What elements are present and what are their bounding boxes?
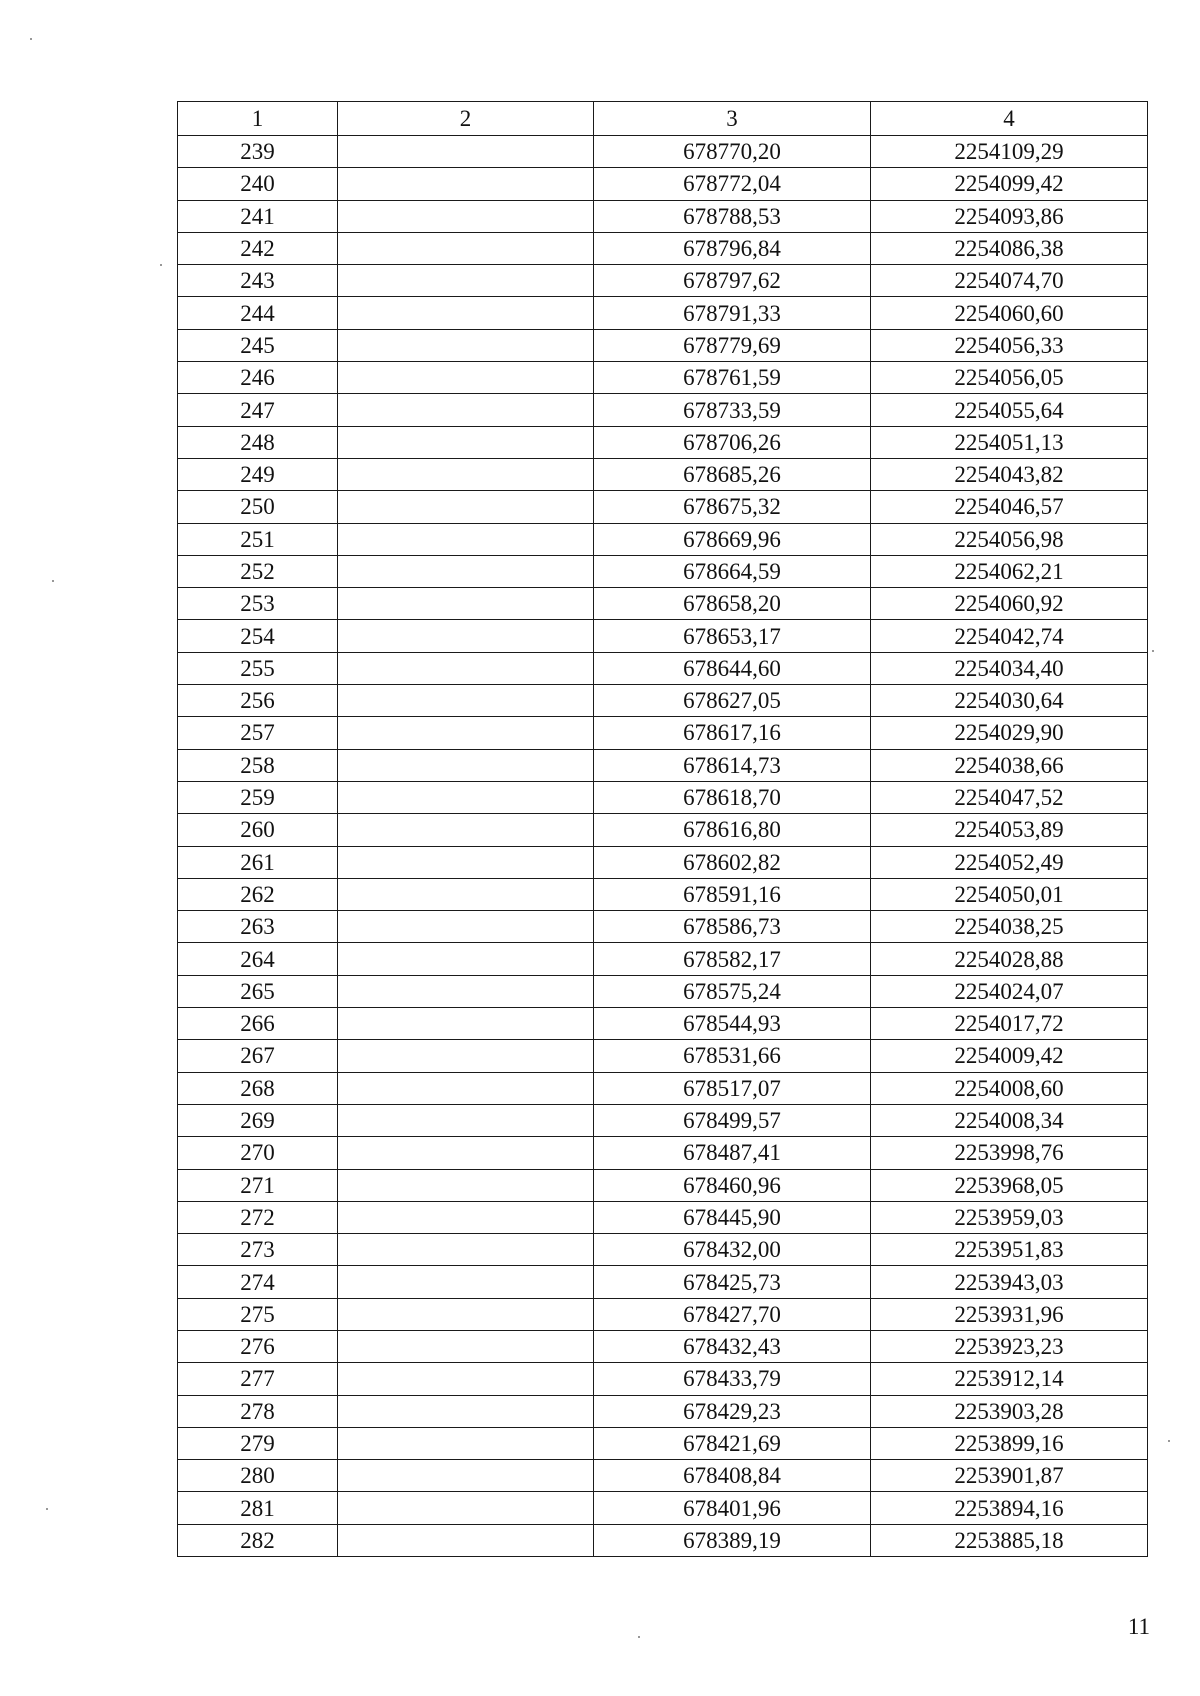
x-coordinate-cell: 678770,20 bbox=[594, 136, 871, 168]
table-row bbox=[178, 1492, 1148, 1524]
table-row bbox=[178, 620, 1148, 652]
table-row bbox=[178, 911, 1148, 943]
x-coordinate-cell: 678618,70 bbox=[594, 781, 871, 813]
x-coordinate-cell: 678401,96 bbox=[594, 1492, 871, 1524]
point-number-cell: 241 bbox=[178, 200, 338, 232]
x-coordinate-cell: 678772,04 bbox=[594, 168, 871, 200]
point-number-cell: 263 bbox=[178, 911, 338, 943]
column-2-cell bbox=[338, 1137, 594, 1169]
column-2-cell bbox=[338, 1330, 594, 1362]
point-number-cell: 245 bbox=[178, 329, 338, 361]
point-number-cell: 274 bbox=[178, 1266, 338, 1298]
header-cell-2: 2 bbox=[338, 102, 594, 136]
table-row bbox=[178, 1330, 1148, 1362]
y-coordinate-cell: 2254056,98 bbox=[871, 523, 1148, 555]
y-coordinate-cell: 2253894,16 bbox=[871, 1492, 1148, 1524]
point-number-cell: 244 bbox=[178, 297, 338, 329]
y-coordinate-cell: 2254024,07 bbox=[871, 975, 1148, 1007]
table-row bbox=[178, 588, 1148, 620]
x-coordinate-cell: 678644,60 bbox=[594, 652, 871, 684]
column-2-cell bbox=[338, 1072, 594, 1104]
column-2-cell bbox=[338, 1104, 594, 1136]
point-number-cell: 281 bbox=[178, 1492, 338, 1524]
column-2-cell bbox=[338, 232, 594, 264]
column-2-cell bbox=[338, 975, 594, 1007]
y-coordinate-cell: 2253998,76 bbox=[871, 1137, 1148, 1169]
point-number-cell: 276 bbox=[178, 1330, 338, 1362]
y-coordinate-cell: 2254009,42 bbox=[871, 1040, 1148, 1072]
scan-speck bbox=[52, 580, 54, 582]
column-2-cell bbox=[338, 555, 594, 587]
header-cell-4: 4 bbox=[871, 102, 1148, 136]
point-number-cell: 242 bbox=[178, 232, 338, 264]
table-row bbox=[178, 426, 1148, 458]
table-row bbox=[178, 200, 1148, 232]
y-coordinate-cell: 2254038,25 bbox=[871, 911, 1148, 943]
table-row bbox=[178, 1363, 1148, 1395]
y-coordinate-cell: 2253901,87 bbox=[871, 1460, 1148, 1492]
column-2-cell bbox=[338, 588, 594, 620]
table-row bbox=[178, 168, 1148, 200]
x-coordinate-cell: 678706,26 bbox=[594, 426, 871, 458]
point-number-cell: 282 bbox=[178, 1524, 338, 1556]
column-2-cell bbox=[338, 1492, 594, 1524]
x-coordinate-cell: 678796,84 bbox=[594, 232, 871, 264]
point-number-cell: 243 bbox=[178, 265, 338, 297]
column-2-cell bbox=[338, 1524, 594, 1556]
table-row bbox=[178, 943, 1148, 975]
point-number-cell: 252 bbox=[178, 555, 338, 587]
scan-speck bbox=[638, 1636, 640, 1638]
y-coordinate-cell: 2254060,60 bbox=[871, 297, 1148, 329]
y-coordinate-cell: 2254053,89 bbox=[871, 814, 1148, 846]
column-2-cell bbox=[338, 1201, 594, 1233]
x-coordinate-cell: 678664,59 bbox=[594, 555, 871, 587]
header-cell-1: 1 bbox=[178, 102, 338, 136]
point-number-cell: 251 bbox=[178, 523, 338, 555]
point-number-cell: 261 bbox=[178, 846, 338, 878]
x-coordinate-cell: 678582,17 bbox=[594, 943, 871, 975]
x-coordinate-cell: 678627,05 bbox=[594, 685, 871, 717]
point-number-cell: 272 bbox=[178, 1201, 338, 1233]
point-number-cell: 265 bbox=[178, 975, 338, 1007]
column-2-cell bbox=[338, 1363, 594, 1395]
x-coordinate-cell: 678487,41 bbox=[594, 1137, 871, 1169]
column-2-cell bbox=[338, 394, 594, 426]
table-row bbox=[178, 1427, 1148, 1459]
table-row bbox=[178, 846, 1148, 878]
y-coordinate-cell: 2254008,60 bbox=[871, 1072, 1148, 1104]
table-row bbox=[178, 555, 1148, 587]
scan-speck bbox=[30, 38, 32, 40]
x-coordinate-cell: 678425,73 bbox=[594, 1266, 871, 1298]
column-2-cell bbox=[338, 1169, 594, 1201]
x-coordinate-cell: 678429,23 bbox=[594, 1395, 871, 1427]
column-2-cell bbox=[338, 878, 594, 910]
y-coordinate-cell: 2254008,34 bbox=[871, 1104, 1148, 1136]
table-row bbox=[178, 1234, 1148, 1266]
table-row bbox=[178, 136, 1148, 168]
y-coordinate-cell: 2254074,70 bbox=[871, 265, 1148, 297]
table-row bbox=[178, 975, 1148, 1007]
table-row bbox=[178, 1266, 1148, 1298]
x-coordinate-cell: 678779,69 bbox=[594, 329, 871, 361]
x-coordinate-cell: 678421,69 bbox=[594, 1427, 871, 1459]
point-number-cell: 249 bbox=[178, 458, 338, 490]
table-row bbox=[178, 1298, 1148, 1330]
column-2-cell bbox=[338, 1395, 594, 1427]
x-coordinate-cell: 678791,33 bbox=[594, 297, 871, 329]
table-row bbox=[178, 1008, 1148, 1040]
x-coordinate-cell: 678617,16 bbox=[594, 717, 871, 749]
table-row bbox=[178, 1524, 1148, 1556]
x-coordinate-cell: 678432,43 bbox=[594, 1330, 871, 1362]
y-coordinate-cell: 2254109,29 bbox=[871, 136, 1148, 168]
column-2-cell bbox=[338, 620, 594, 652]
table-row bbox=[178, 232, 1148, 264]
column-2-cell bbox=[338, 265, 594, 297]
point-number-cell: 264 bbox=[178, 943, 338, 975]
y-coordinate-cell: 2253923,23 bbox=[871, 1330, 1148, 1362]
x-coordinate-cell: 678517,07 bbox=[594, 1072, 871, 1104]
table-row bbox=[178, 1137, 1148, 1169]
table-row bbox=[178, 652, 1148, 684]
point-number-cell: 259 bbox=[178, 781, 338, 813]
column-2-cell bbox=[338, 168, 594, 200]
point-number-cell: 267 bbox=[178, 1040, 338, 1072]
point-number-cell: 250 bbox=[178, 491, 338, 523]
point-number-cell: 256 bbox=[178, 685, 338, 717]
column-2-cell bbox=[338, 911, 594, 943]
table-row bbox=[178, 491, 1148, 523]
scan-speck bbox=[160, 264, 162, 266]
table-row bbox=[178, 1395, 1148, 1427]
column-2-cell bbox=[338, 652, 594, 684]
x-coordinate-cell: 678653,17 bbox=[594, 620, 871, 652]
column-2-cell bbox=[338, 362, 594, 394]
x-coordinate-cell: 678675,32 bbox=[594, 491, 871, 523]
table-row bbox=[178, 878, 1148, 910]
point-number-cell: 269 bbox=[178, 1104, 338, 1136]
point-number-cell: 275 bbox=[178, 1298, 338, 1330]
x-coordinate-cell: 678531,66 bbox=[594, 1040, 871, 1072]
y-coordinate-cell: 2254028,88 bbox=[871, 943, 1148, 975]
x-coordinate-cell: 678658,20 bbox=[594, 588, 871, 620]
table-header-row bbox=[178, 102, 1148, 136]
x-coordinate-cell: 678797,62 bbox=[594, 265, 871, 297]
column-2-cell bbox=[338, 717, 594, 749]
x-coordinate-cell: 678761,59 bbox=[594, 362, 871, 394]
table-row bbox=[178, 458, 1148, 490]
point-number-cell: 254 bbox=[178, 620, 338, 652]
column-2-cell bbox=[338, 1298, 594, 1330]
x-coordinate-cell: 678544,93 bbox=[594, 1008, 871, 1040]
column-2-cell bbox=[338, 200, 594, 232]
y-coordinate-cell: 2253912,14 bbox=[871, 1363, 1148, 1395]
column-2-cell bbox=[338, 1040, 594, 1072]
point-number-cell: 262 bbox=[178, 878, 338, 910]
point-number-cell: 247 bbox=[178, 394, 338, 426]
y-coordinate-cell: 2254060,92 bbox=[871, 588, 1148, 620]
x-coordinate-cell: 678499,57 bbox=[594, 1104, 871, 1136]
column-2-cell bbox=[338, 491, 594, 523]
column-2-cell bbox=[338, 943, 594, 975]
column-2-cell bbox=[338, 297, 594, 329]
point-number-cell: 268 bbox=[178, 1072, 338, 1104]
y-coordinate-cell: 2254056,05 bbox=[871, 362, 1148, 394]
y-coordinate-cell: 2254093,86 bbox=[871, 200, 1148, 232]
column-2-cell bbox=[338, 846, 594, 878]
page-number: 11 bbox=[1127, 1614, 1150, 1639]
column-2-cell bbox=[338, 523, 594, 555]
x-coordinate-cell: 678389,19 bbox=[594, 1524, 871, 1556]
y-coordinate-cell: 2254017,72 bbox=[871, 1008, 1148, 1040]
y-coordinate-cell: 2254086,38 bbox=[871, 232, 1148, 264]
x-coordinate-cell: 678427,70 bbox=[594, 1298, 871, 1330]
table-row bbox=[178, 329, 1148, 361]
y-coordinate-cell: 2253931,96 bbox=[871, 1298, 1148, 1330]
y-coordinate-cell: 2254056,33 bbox=[871, 329, 1148, 361]
table-row bbox=[178, 1201, 1148, 1233]
table-row bbox=[178, 685, 1148, 717]
x-coordinate-cell: 678445,90 bbox=[594, 1201, 871, 1233]
x-coordinate-cell: 678733,59 bbox=[594, 394, 871, 426]
point-number-cell: 253 bbox=[178, 588, 338, 620]
point-number-cell: 273 bbox=[178, 1234, 338, 1266]
table-row bbox=[178, 717, 1148, 749]
column-2-cell bbox=[338, 458, 594, 490]
y-coordinate-cell: 2253899,16 bbox=[871, 1427, 1148, 1459]
y-coordinate-cell: 2254055,64 bbox=[871, 394, 1148, 426]
point-number-cell: 270 bbox=[178, 1137, 338, 1169]
x-coordinate-cell: 678602,82 bbox=[594, 846, 871, 878]
table-row bbox=[178, 394, 1148, 426]
column-2-cell bbox=[338, 1460, 594, 1492]
y-coordinate-cell: 2254043,82 bbox=[871, 458, 1148, 490]
table-row bbox=[178, 1104, 1148, 1136]
x-coordinate-cell: 678432,00 bbox=[594, 1234, 871, 1266]
x-coordinate-cell: 678685,26 bbox=[594, 458, 871, 490]
point-number-cell: 257 bbox=[178, 717, 338, 749]
y-coordinate-cell: 2253943,03 bbox=[871, 1266, 1148, 1298]
table-row bbox=[178, 781, 1148, 813]
table-row bbox=[178, 297, 1148, 329]
x-coordinate-cell: 678616,80 bbox=[594, 814, 871, 846]
x-coordinate-cell: 678788,53 bbox=[594, 200, 871, 232]
coordinates-table bbox=[177, 101, 1148, 1557]
y-coordinate-cell: 2254046,57 bbox=[871, 491, 1148, 523]
table-row bbox=[178, 1460, 1148, 1492]
column-2-cell bbox=[338, 685, 594, 717]
x-coordinate-cell: 678460,96 bbox=[594, 1169, 871, 1201]
point-number-cell: 279 bbox=[178, 1427, 338, 1459]
column-2-cell bbox=[338, 329, 594, 361]
column-2-cell bbox=[338, 1234, 594, 1266]
y-coordinate-cell: 2254050,01 bbox=[871, 878, 1148, 910]
x-coordinate-cell: 678575,24 bbox=[594, 975, 871, 1007]
point-number-cell: 258 bbox=[178, 749, 338, 781]
y-coordinate-cell: 2253903,28 bbox=[871, 1395, 1148, 1427]
y-coordinate-cell: 2253885,18 bbox=[871, 1524, 1148, 1556]
x-coordinate-cell: 678586,73 bbox=[594, 911, 871, 943]
scan-speck bbox=[1168, 1440, 1170, 1442]
column-2-cell bbox=[338, 749, 594, 781]
point-number-cell: 278 bbox=[178, 1395, 338, 1427]
column-2-cell bbox=[338, 1008, 594, 1040]
x-coordinate-cell: 678669,96 bbox=[594, 523, 871, 555]
y-coordinate-cell: 2254047,52 bbox=[871, 781, 1148, 813]
scan-speck bbox=[46, 1508, 48, 1510]
column-2-cell bbox=[338, 1427, 594, 1459]
y-coordinate-cell: 2254051,13 bbox=[871, 426, 1148, 458]
column-2-cell bbox=[338, 136, 594, 168]
point-number-cell: 248 bbox=[178, 426, 338, 458]
point-number-cell: 266 bbox=[178, 1008, 338, 1040]
y-coordinate-cell: 2254038,66 bbox=[871, 749, 1148, 781]
point-number-cell: 240 bbox=[178, 168, 338, 200]
y-coordinate-cell: 2253951,83 bbox=[871, 1234, 1148, 1266]
table-row bbox=[178, 1072, 1148, 1104]
y-coordinate-cell: 2254099,42 bbox=[871, 168, 1148, 200]
coordinates-table-body bbox=[178, 102, 1148, 1557]
y-coordinate-cell: 2254062,21 bbox=[871, 555, 1148, 587]
point-number-cell: 246 bbox=[178, 362, 338, 394]
y-coordinate-cell: 2254030,64 bbox=[871, 685, 1148, 717]
y-coordinate-cell: 2254029,90 bbox=[871, 717, 1148, 749]
header-cell-3: 3 bbox=[594, 102, 871, 136]
point-number-cell: 260 bbox=[178, 814, 338, 846]
table-row bbox=[178, 749, 1148, 781]
y-coordinate-cell: 2254052,49 bbox=[871, 846, 1148, 878]
column-2-cell bbox=[338, 426, 594, 458]
point-number-cell: 277 bbox=[178, 1363, 338, 1395]
x-coordinate-cell: 678591,16 bbox=[594, 878, 871, 910]
y-coordinate-cell: 2253959,03 bbox=[871, 1201, 1148, 1233]
scan-speck bbox=[1152, 650, 1154, 652]
point-number-cell: 255 bbox=[178, 652, 338, 684]
table-row bbox=[178, 523, 1148, 555]
x-coordinate-cell: 678614,73 bbox=[594, 749, 871, 781]
table-row bbox=[178, 362, 1148, 394]
column-2-cell bbox=[338, 814, 594, 846]
point-number-cell: 280 bbox=[178, 1460, 338, 1492]
column-2-cell bbox=[338, 1266, 594, 1298]
y-coordinate-cell: 2254034,40 bbox=[871, 652, 1148, 684]
table-row bbox=[178, 814, 1148, 846]
point-number-cell: 239 bbox=[178, 136, 338, 168]
table-row bbox=[178, 1169, 1148, 1201]
table-row bbox=[178, 265, 1148, 297]
y-coordinate-cell: 2254042,74 bbox=[871, 620, 1148, 652]
y-coordinate-cell: 2253968,05 bbox=[871, 1169, 1148, 1201]
column-2-cell bbox=[338, 781, 594, 813]
x-coordinate-cell: 678408,84 bbox=[594, 1460, 871, 1492]
x-coordinate-cell: 678433,79 bbox=[594, 1363, 871, 1395]
point-number-cell: 271 bbox=[178, 1169, 338, 1201]
table-row bbox=[178, 1040, 1148, 1072]
